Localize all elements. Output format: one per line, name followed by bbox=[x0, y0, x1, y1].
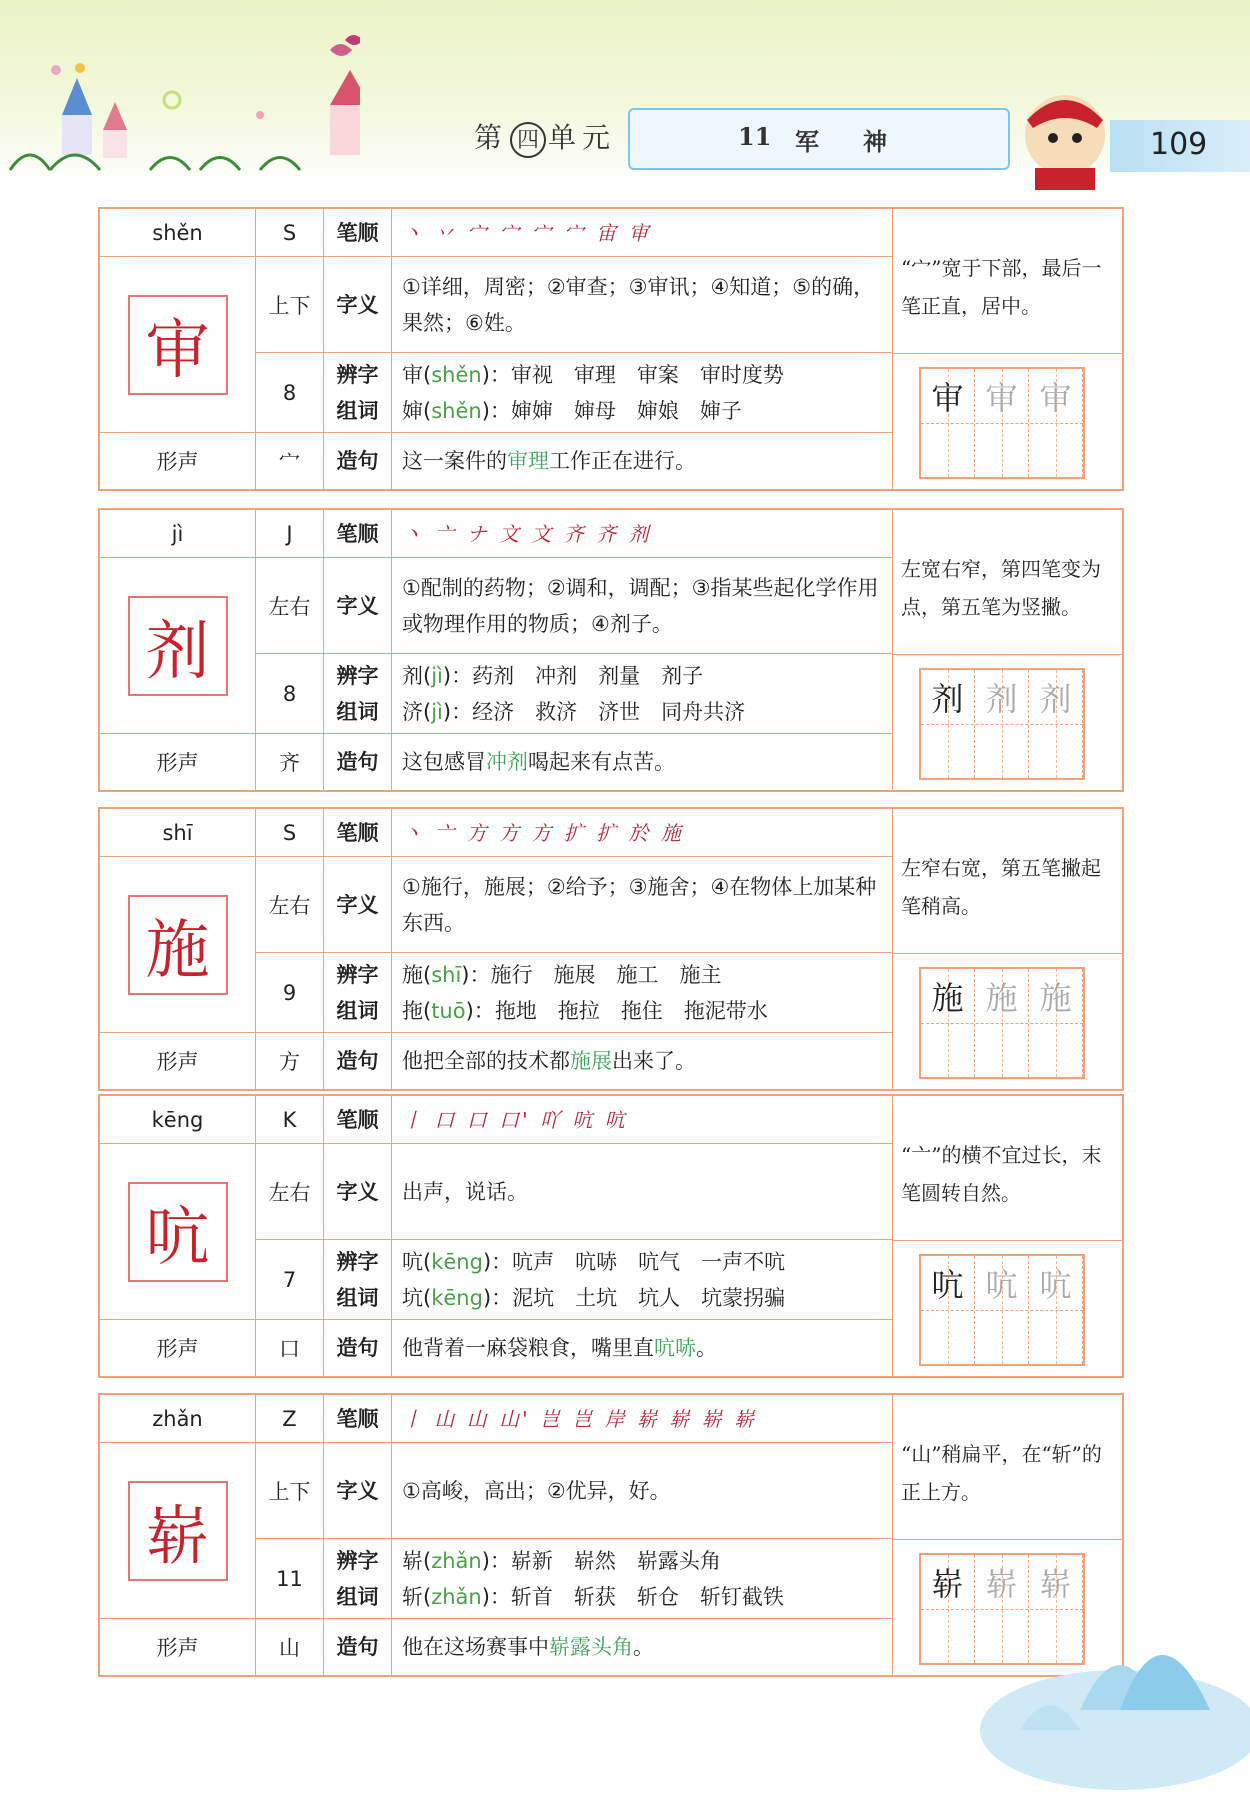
char-meaning: ①高峻，高出；②优异，好。 bbox=[392, 1443, 892, 1539]
strokes-label: 笔顺 bbox=[324, 809, 392, 857]
char-radical: 方 bbox=[256, 1033, 324, 1089]
char-structure: 左右 bbox=[256, 857, 324, 953]
character-display: 崭 bbox=[128, 1481, 228, 1581]
practice-grid: 施 施 施 bbox=[919, 967, 1085, 1079]
strokes-label: 笔顺 bbox=[324, 209, 392, 257]
character-card bbox=[98, 807, 1124, 1091]
char-initial: J bbox=[256, 510, 324, 558]
stroke-order: 丨 口 口 口' 吖 吭 吭 bbox=[392, 1096, 892, 1144]
word-group-1: 剂(jì)：药剂 冲剂 剂量 剂子 bbox=[402, 663, 704, 688]
word-groups bbox=[392, 1240, 892, 1320]
char-meaning: ①详细，周密；②审查；③审讯；④知道；⑤的确，果然；⑥姓。 bbox=[392, 257, 892, 353]
word-group-2: 斩(zhǎn)：斩首 斩获 斩仓 斩钉截铁 bbox=[402, 1584, 784, 1609]
char-pinyin: shěn bbox=[100, 209, 256, 257]
char-box-cell bbox=[100, 1443, 256, 1619]
writing-tip: 左宽右窄，第四笔变为点，第五笔为竖撇。 bbox=[901, 557, 1101, 619]
word-groups bbox=[392, 353, 892, 433]
char-meaning: ①配制的药物；②调和，调配；③指某些起化学作用或物理作用的物质；④剂子。 bbox=[392, 558, 892, 654]
sentence-label: 造句 bbox=[324, 734, 392, 790]
character-card bbox=[98, 207, 1124, 491]
stroke-count: 7 bbox=[256, 1240, 324, 1320]
char-box-cell bbox=[100, 257, 256, 433]
meaning-label: 字义 bbox=[324, 558, 392, 654]
practice-grid: 剂 剂 剂 bbox=[919, 668, 1085, 780]
sentence-label: 造句 bbox=[324, 1320, 392, 1376]
writing-tip-panel bbox=[892, 209, 1122, 489]
stroke-count: 9 bbox=[256, 953, 324, 1033]
char-radical: 宀 bbox=[256, 433, 324, 489]
stroke-order: 丶 亠 ナ 文 文 齐 齐 剂 bbox=[392, 510, 892, 558]
character-display: 施 bbox=[128, 895, 228, 995]
char-meaning: ①施行，施展；②给予；③施舍；④在物体上加某种东西。 bbox=[392, 857, 892, 953]
word-group-1: 吭(kēng)：吭声 吭哧 吭气 一声不吭 bbox=[402, 1249, 786, 1274]
char-type: 形声 bbox=[100, 734, 256, 790]
character-card bbox=[98, 508, 1124, 792]
stroke-count: 11 bbox=[256, 1539, 324, 1619]
character-card bbox=[98, 1094, 1124, 1378]
char-type: 形声 bbox=[100, 433, 256, 489]
char-initial: K bbox=[256, 1096, 324, 1144]
char-pinyin: shī bbox=[100, 809, 256, 857]
char-box-cell bbox=[100, 1144, 256, 1320]
word-group-2: 济(jì)：经济 救济 济世 同舟共济 bbox=[402, 699, 746, 724]
word-group-1: 施(shī)：施行 施展 施工 施主 bbox=[402, 962, 722, 987]
example-sentence: 他把全部的技术都 施展 出来了。 bbox=[402, 1049, 696, 1073]
stroke-order: 丶 丷 宀 宀 宀 宀 宙 审 bbox=[392, 209, 892, 257]
char-pinyin: zhǎn bbox=[100, 1395, 256, 1443]
unit-label: 第 四 单元 bbox=[474, 116, 616, 158]
page-header bbox=[0, 0, 1250, 190]
sentence-label: 造句 bbox=[324, 1033, 392, 1089]
distinguish-labels: 辨字 组词 bbox=[324, 953, 392, 1033]
distinguish-labels: 辨字 组词 bbox=[324, 1539, 392, 1619]
writing-tip: “山”稍扁平，在“斩”的正上方。 bbox=[901, 1442, 1102, 1504]
word-groups bbox=[392, 953, 892, 1033]
char-radical: 齐 bbox=[256, 734, 324, 790]
practice-grid: 吭 吭 吭 bbox=[919, 1254, 1085, 1366]
page-number: 109 bbox=[1150, 127, 1208, 162]
word-group-2: 拖(tuō)：拖地 拖拉 拖住 拖泥带水 bbox=[402, 998, 768, 1023]
example-sentence: 这一案件的 审理 工作正在进行。 bbox=[402, 449, 696, 473]
strokes-label: 笔顺 bbox=[324, 510, 392, 558]
char-structure: 左右 bbox=[256, 1144, 324, 1240]
meaning-label: 字义 bbox=[324, 257, 392, 353]
char-box-cell bbox=[100, 558, 256, 734]
example-sentence: 他在这场赛事中 崭露头角 。 bbox=[402, 1635, 654, 1659]
writing-tip: “宀”宽于下部，最后一笔正直，居中。 bbox=[901, 256, 1102, 318]
word-group-2: 婶(shěn)：婶婶 婶母 婶娘 婶子 bbox=[402, 398, 742, 423]
char-pinyin: jì bbox=[100, 510, 256, 558]
lotus-decoration bbox=[900, 1560, 1250, 1795]
word-groups bbox=[392, 654, 892, 734]
character-display: 吭 bbox=[128, 1182, 228, 1282]
char-radical: 口 bbox=[256, 1320, 324, 1376]
writing-tip: “亠”的横不宜过长，末笔圆转自然。 bbox=[901, 1143, 1102, 1205]
char-structure: 上下 bbox=[256, 1443, 324, 1539]
word-group-1: 崭(zhǎn)：崭新 崭然 崭露头角 bbox=[402, 1548, 721, 1573]
meaning-label: 字义 bbox=[324, 1443, 392, 1539]
sentence-label: 造句 bbox=[324, 1619, 392, 1675]
char-radical: 山 bbox=[256, 1619, 324, 1675]
char-box-cell bbox=[100, 857, 256, 1033]
sentence-label: 造句 bbox=[324, 433, 392, 489]
character-display: 审 bbox=[128, 295, 228, 395]
char-type: 形声 bbox=[100, 1320, 256, 1376]
stroke-count: 8 bbox=[256, 353, 324, 433]
char-initial: Z bbox=[256, 1395, 324, 1443]
strokes-label: 笔顺 bbox=[324, 1395, 392, 1443]
writing-tip-panel bbox=[892, 809, 1122, 1089]
cartoon-boy-illustration bbox=[1015, 80, 1115, 190]
char-meaning: 出声，说话。 bbox=[392, 1144, 892, 1240]
character-display: 剂 bbox=[128, 596, 228, 696]
strokes-label: 笔顺 bbox=[324, 1096, 392, 1144]
lesson-title: 军神 bbox=[795, 127, 931, 156]
writing-tip-panel bbox=[892, 1096, 1122, 1376]
word-group-2: 坑(kēng)：泥坑 土坑 坑人 坑蒙拐骗 bbox=[402, 1285, 786, 1310]
meaning-label: 字义 bbox=[324, 1144, 392, 1240]
distinguish-labels: 辨字 组词 bbox=[324, 654, 392, 734]
distinguish-labels: 辨字 组词 bbox=[324, 1240, 392, 1320]
example-sentence: 他背着一麻袋粮食，嘴里直 吭哧 。 bbox=[402, 1336, 717, 1360]
writing-tip-panel bbox=[892, 510, 1122, 790]
char-type: 形声 bbox=[100, 1619, 256, 1675]
char-structure: 左右 bbox=[256, 558, 324, 654]
char-initial: S bbox=[256, 209, 324, 257]
stroke-order: 丨 山 山 山' 岂 岂 岸 崭 崭 崭 崭 bbox=[392, 1395, 892, 1443]
word-groups bbox=[392, 1539, 892, 1619]
stroke-order: 丶 亠 方 方 方 扩 扩 於 施 bbox=[392, 809, 892, 857]
example-sentence: 这包感冒 冲剂 喝起来有点苦。 bbox=[402, 750, 675, 774]
char-structure: 上下 bbox=[256, 257, 324, 353]
practice-grid: 审 审 审 bbox=[919, 367, 1085, 479]
meaning-label: 字义 bbox=[324, 857, 392, 953]
char-type: 形声 bbox=[100, 1033, 256, 1089]
lesson-scroll-banner bbox=[628, 108, 1010, 170]
practice-grid: 崭 崭 崭 bbox=[919, 1553, 1085, 1665]
writing-tip: 左窄右宽，第五笔撇起笔稍高。 bbox=[901, 856, 1101, 918]
houses-flowers-decoration bbox=[0, 30, 360, 190]
word-group-1: 审(shěn)：审视 审理 审案 审时度势 bbox=[402, 362, 784, 387]
distinguish-labels: 辨字 组词 bbox=[324, 353, 392, 433]
char-pinyin: kēng bbox=[100, 1096, 256, 1144]
lesson-number: 11 bbox=[738, 122, 772, 151]
stroke-count: 8 bbox=[256, 654, 324, 734]
char-initial: S bbox=[256, 809, 324, 857]
